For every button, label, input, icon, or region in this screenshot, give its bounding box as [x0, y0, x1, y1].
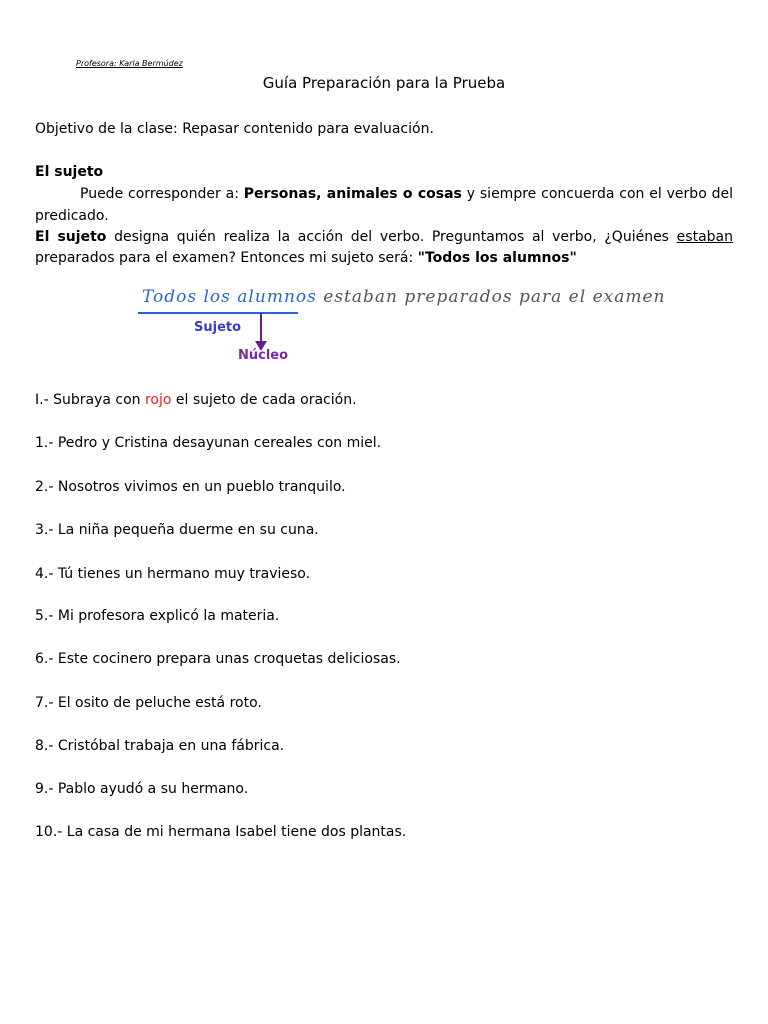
instruction-after: el sujeto de cada oración.	[175, 392, 357, 408]
paragraph-2-line2	[35, 250, 577, 266]
para2-line2-bold: "Todos los alumnos"	[417, 250, 577, 266]
instruction-line	[35, 392, 357, 408]
para2-bold: El sujeto	[35, 229, 107, 245]
exercise-item: 7.- El osito de peluche está roto.	[35, 695, 262, 711]
section-heading: El sujeto	[35, 164, 104, 180]
exercise-item: 6.- Este cocinero prepara unas croquetas deliciosas.	[35, 651, 401, 667]
instruction-red-word: rojo	[144, 392, 172, 408]
page-title: Guía Preparación para la Prueba	[262, 74, 506, 92]
diagram-sentence	[142, 287, 665, 307]
exercise-item: 9.- Pablo ayudó a su hermano.	[35, 781, 249, 797]
exercise-item: 10.- La casa de mi hermana Isabel tiene dos plantas.	[35, 824, 407, 840]
paragraph-2	[35, 229, 733, 245]
para1-rest: y siempre concuerda con el verbo del	[466, 186, 734, 202]
diagram-subject: Todos los alumnos	[142, 287, 317, 307]
exercise-item: 4.- Tú tienes un hermano muy travieso.	[35, 566, 311, 582]
para2-text: designa quién realiza la acción del verbo. Preguntamos al verbo, ¿Quiénes	[114, 229, 669, 245]
exercise-item: 8.- Cristóbal trabaja en una fábrica.	[35, 738, 285, 754]
para1-bold: Personas, animales o cosas	[243, 186, 462, 202]
instruction-before: I.- Subraya con	[35, 392, 141, 408]
paragraph-1	[35, 186, 733, 202]
teacher-name: Profesora: Karla Bermúdez	[76, 59, 183, 68]
label-nucleo: Núcleo	[238, 348, 289, 363]
para2-underlined: estaban	[676, 229, 733, 245]
exercise-item: 3.- La niña pequeña duerme en su cuna.	[35, 522, 319, 538]
para1-lead: Puede corresponder a:	[80, 186, 239, 202]
paragraph-1-line2: predicado.	[35, 208, 109, 224]
exercise-item: 1.- Pedro y Cristina desayunan cereales con miel.	[35, 435, 382, 451]
exercise-item: 2.- Nosotros vivimos en un pueblo tranquilo.	[35, 479, 346, 495]
diagram-predicate: estaban preparados para el examen	[323, 287, 666, 307]
exercise-item: 5.- Mi profesora explicó la materia.	[35, 608, 280, 624]
label-sujeto: Sujeto	[194, 320, 242, 335]
objective-line: Objetivo de la clase: Repasar contenido para evaluación.	[35, 121, 434, 137]
para2-line2-text: preparados para el examen? Entonces mi sujeto será:	[35, 250, 414, 266]
